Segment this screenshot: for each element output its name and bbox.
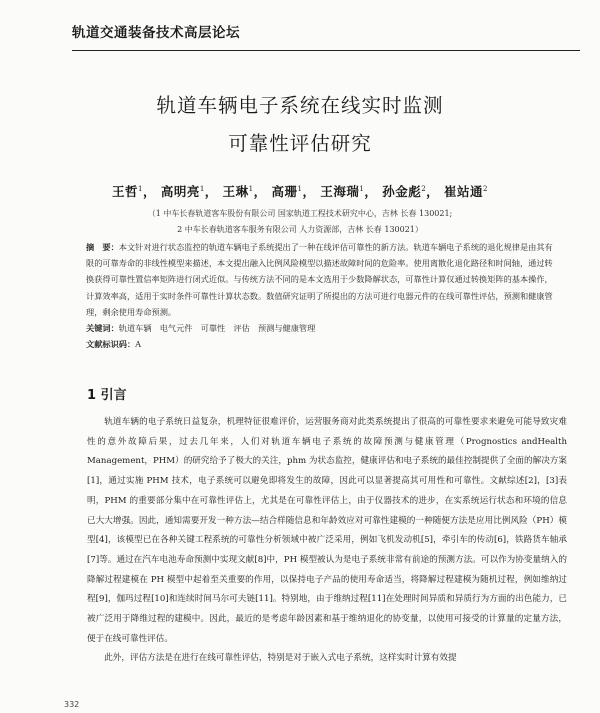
abstract-label: 摘 要：	[86, 242, 119, 252]
doc-code-value: A	[135, 339, 142, 350]
keywords-line	[86, 320, 556, 336]
keywords-label: 关键词：	[86, 323, 119, 334]
affiliation-1: （1 中车长春轨道客车股份有限公司 国家轨道工程技术研究中心，吉林 长春 130021;	[147, 209, 453, 218]
author: 王哲$^1$	[111, 184, 143, 199]
paper-title-line1: 轨道车辆电子系统在线实时监测	[156, 94, 444, 117]
journal-header	[72, 22, 580, 51]
author: 孙金彪$^2$	[382, 184, 427, 199]
journal-header-text: 轨道交通装备技术高层论坛	[72, 25, 240, 41]
author-list: 王哲$^1$， 高明亮$^1$， 王琳$^1$， 高珊$^1$， 王海瑞$^1$， 孙金彪$^2$， 崔站通$^2$	[111, 184, 489, 199]
body-text	[87, 413, 567, 669]
doc-code-line	[86, 336, 556, 352]
body-paragraph: 轨道车辆的电子系统日益复杂，机理特征很难评价，运营服务商对此类系统提出了很高的可靠性要求来避免可能导致灾难性的意外故障后果，过去几年来，人们对轨道车辆电子系统的故障预测与健康管理（Prognostics andHealth Management，PHM）的研究给予了极大的关注，phm 为状态监控，健康评估和电子系统的最佳控制提供了全面的解决方案[1]，通过实施 PHM 技术，电子系统可以避免即将发生的故障，因此可以显著提高其可用性和可靠性。文献综述[2]，[3]表明，PHM 的重要部分集中在可靠性评估上，尤其是在可靠性评估上，由于仪器技术的进步，在实系统运行状态和环境的信息已大大增强。因此，通知需要开发一种方法—结合样随信息和年龄效应对可靠性建模的一种随便方法是应用比例风险（PH）模型[4]，该模型已在各种关键工程系统的可靠性分析领域中被广泛采用，例如飞机发动机[5]，牵引车的传动[6]，铁路货车轴承[7]等。通过在汽车电池寿命预测中实现文献[8]中，PH 模型被认为是电子系统非常有前途的预测方法。可以作为协变量纳入的降解过程建模在 PH 模型中起着至关重要的作用，以保持电子产品的使用寿命适当，将降解过程建模为随机过程，例如维纳过程[9]，伽玛过程[10]和连续时间马尔可夫链[11]。特别地，由于维纳过程[11]在处理时间异质和异质行为方面的出色能力，已被广泛用于降维过程的建模中。因此，最近的是考虑年龄因素和基于维纳退化的协变量，以使用可接受的计算量的定量方法，便于在线可靠性评估。	[87, 417, 567, 644]
doc-code-label: 文献标识码：	[86, 339, 136, 350]
page-number: 332	[64, 700, 80, 709]
abstract-paragraph	[86, 239, 556, 320]
author: 王海瑞$^1$	[320, 184, 365, 199]
author: 崔站通$^2$	[444, 184, 489, 199]
affiliation-2: 2 中车长春轨道客车服务有限公司 人力资源部，吉林 长春 130021）	[177, 225, 423, 234]
keywords-text: 轨道车辆 电气元件 可靠性 评估 预测与健康管理	[118, 323, 316, 334]
abstract-block	[86, 239, 556, 352]
paper-title-line2: 可靠性评估研究	[228, 132, 372, 155]
author: 王琳$^1$	[222, 184, 254, 199]
abstract-text: 本文针对进行状态监控的轨道车辆电子系统提出了一种在线评估可靠性的新方法。轨道车辆电子系统的退化规律是由其有限的可靠寿命的非线性模型来描述，本文提出融入比例风险模型以描述故障时间的危险率。使用离散化退化路径和时间轴，通过转换获得可靠性置信率矩阵进行闭式近似。与传统方法不同的是本文选用于少数降解状态，可靠性计算仅通过转换矩阵的基本操作，计算效率高，适用于实时条件可靠性计算状态数。数值研究证明了所提出的方法可进行电器元件的在线可靠性评估，预测和健康管理，剩余使用寿命预测。	[86, 242, 553, 317]
section-heading: 1 引言	[87, 388, 127, 403]
body-paragraph: 此外，评估方法是在进行在线可靠性评估，特别是对于嵌入式电子系统，这样实时计算有效提	[104, 653, 457, 664]
author: 高珊$^1$	[271, 184, 303, 199]
author: 高明亮$^1$	[160, 184, 205, 199]
